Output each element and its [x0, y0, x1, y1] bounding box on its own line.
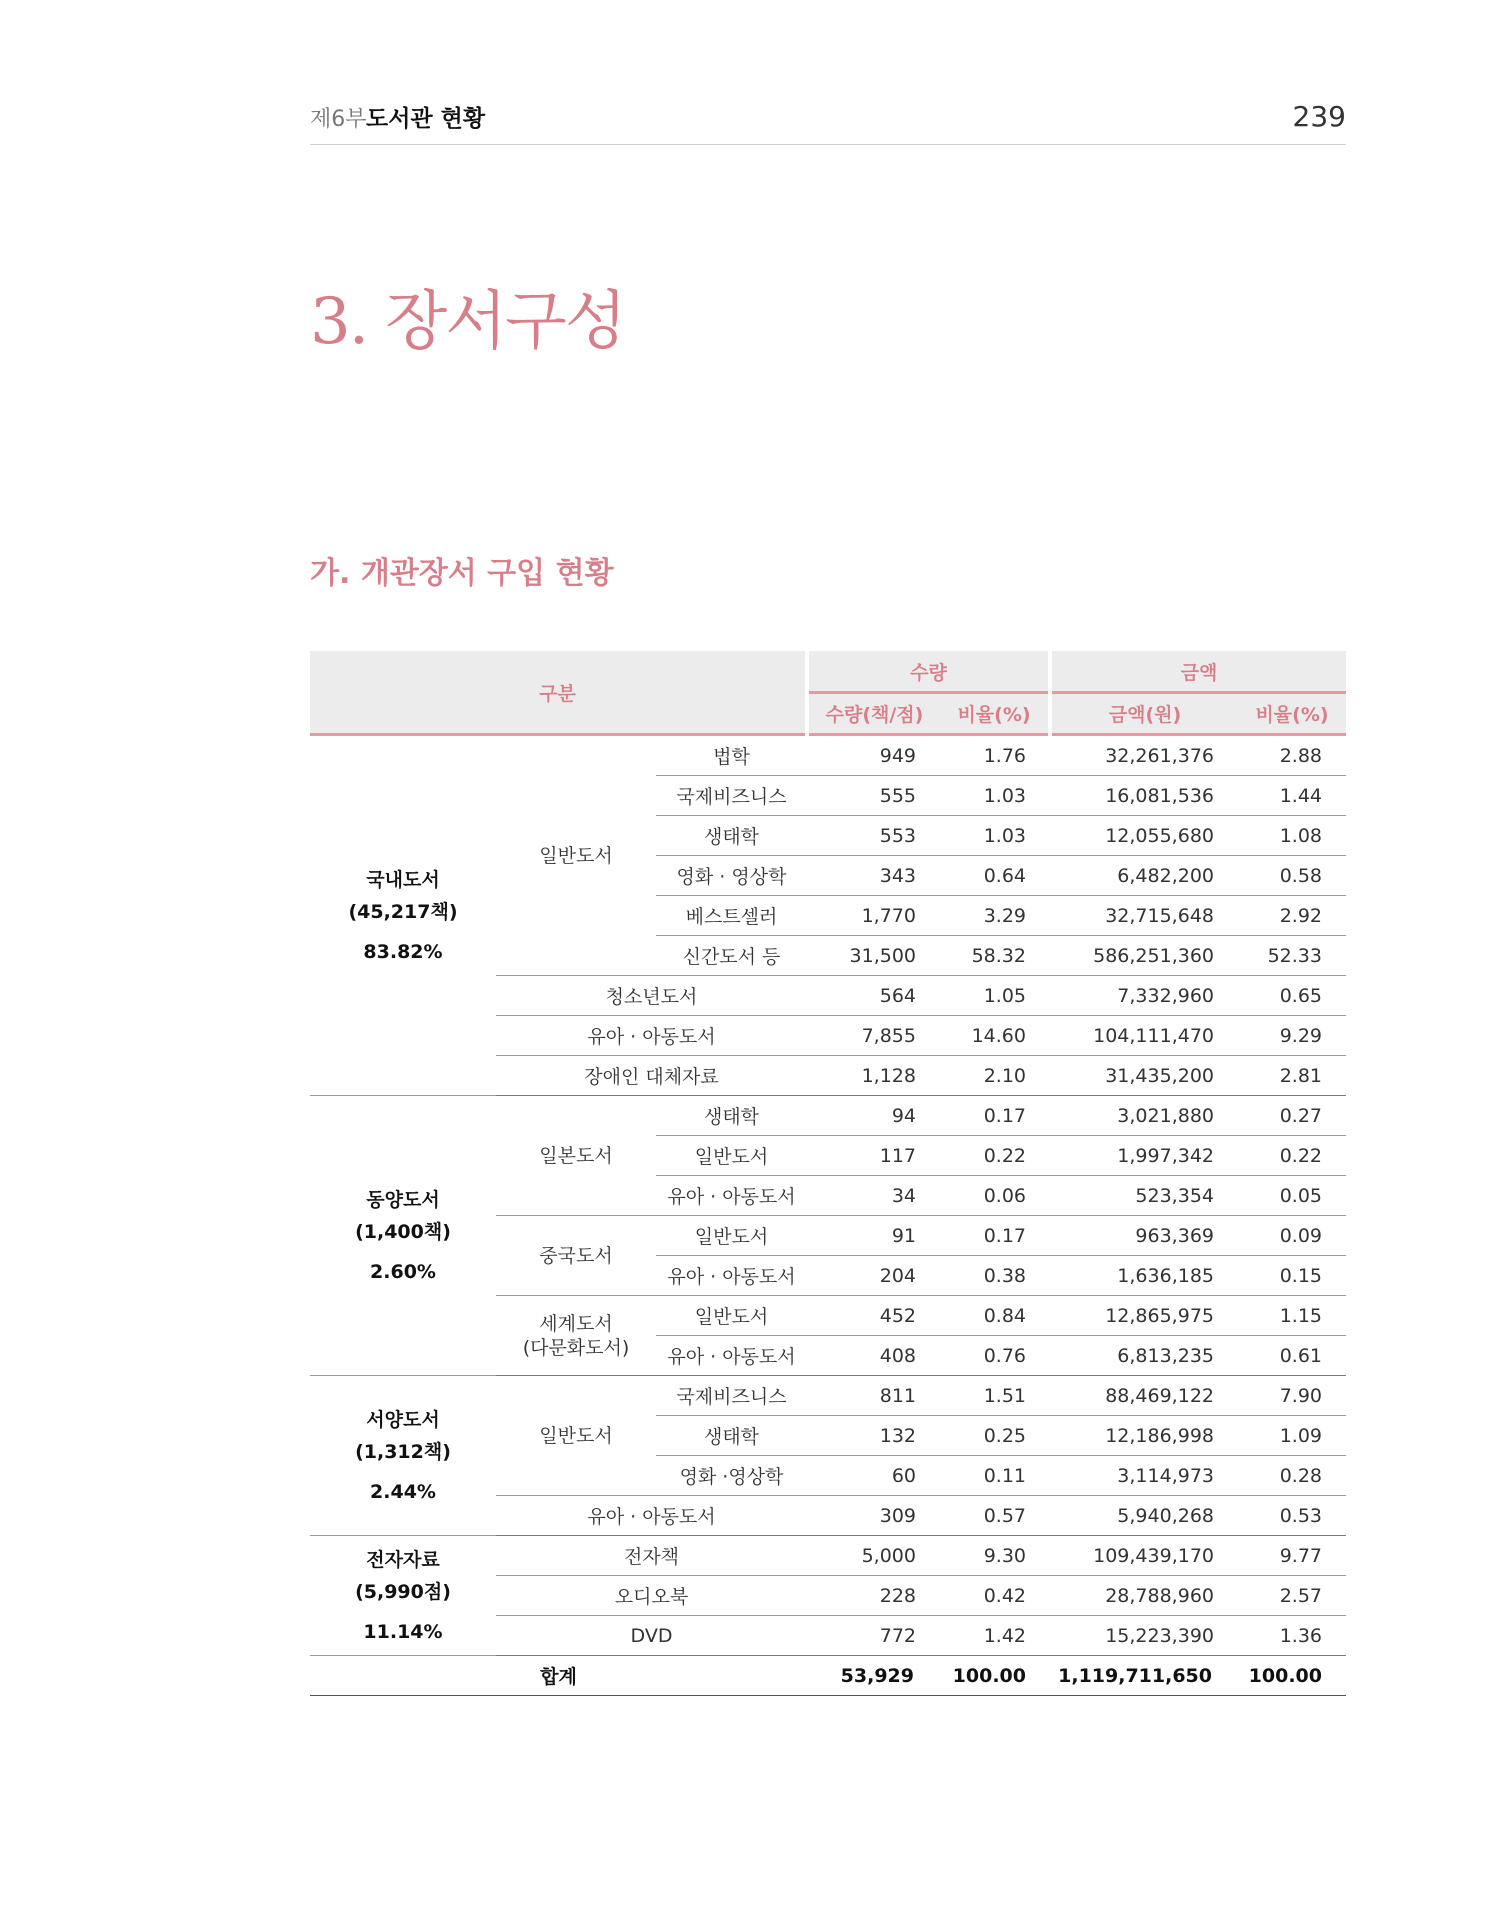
cell-amount-ratio: 0.65 — [1238, 976, 1346, 1016]
cell-qty: 132 — [807, 1416, 940, 1456]
subcategory-japanese: 일본도서 — [496, 1096, 656, 1216]
cell-amount-ratio: 1.08 — [1238, 816, 1346, 856]
row-label: 생태학 — [656, 1096, 807, 1136]
cell-qty: 1,128 — [807, 1056, 940, 1096]
row-label: 영화 ·영상학 — [656, 1456, 807, 1496]
cell-qty: 31,500 — [807, 936, 940, 976]
cell-amount-ratio: 2.88 — [1238, 735, 1346, 776]
subcategory-world: 세계도서 (다문화도서) — [496, 1296, 656, 1376]
cell-amount: 5,940,268 — [1050, 1496, 1238, 1536]
table-row — [310, 1536, 1346, 1576]
cell-qty-ratio: 1.51 — [940, 1376, 1050, 1416]
cell-amount: 109,439,170 — [1050, 1536, 1238, 1576]
cell-qty-ratio: 0.22 — [940, 1136, 1050, 1176]
cell-qty-ratio: 9.30 — [940, 1536, 1050, 1576]
cell-qty: 204 — [807, 1256, 940, 1296]
section-title: 3. 장서구성 — [310, 285, 625, 359]
cell-qty-ratio: 1.03 — [940, 776, 1050, 816]
cell-qty-ratio: 0.42 — [940, 1576, 1050, 1616]
cell-qty-ratio: 0.64 — [940, 856, 1050, 896]
row-label: 청소년도서 — [496, 976, 807, 1016]
cell-qty-ratio: 0.17 — [940, 1096, 1050, 1136]
row-label: 전자책 — [496, 1536, 807, 1576]
row-label: 신간도서 등 — [656, 936, 807, 976]
cell-qty: 564 — [807, 976, 940, 1016]
cell-qty-ratio: 0.25 — [940, 1416, 1050, 1456]
cell-amount: 88,469,122 — [1050, 1376, 1238, 1416]
cell-qty: 772 — [807, 1616, 940, 1656]
row-label: 일반도서 — [656, 1136, 807, 1176]
cell-amount-ratio: 9.77 — [1238, 1536, 1346, 1576]
row-label: 유아 · 아동도서 — [496, 1016, 807, 1056]
row-label: 일반도서 — [656, 1216, 807, 1256]
sub-title: 가. 개관장서 구입 현황 — [310, 556, 614, 591]
cell-amount: 12,055,680 — [1050, 816, 1238, 856]
cell-amount: 6,813,235 — [1050, 1336, 1238, 1376]
category-west: 서양도서 (1,312책) 2.44% — [310, 1376, 496, 1536]
cell-qty: 7,855 — [807, 1016, 940, 1056]
cell-amount: 16,081,536 — [1050, 776, 1238, 816]
total-amount: 1,119,711,650 — [1050, 1656, 1238, 1696]
cell-amount: 15,223,390 — [1050, 1616, 1238, 1656]
cell-qty-ratio: 0.57 — [940, 1496, 1050, 1536]
chapter-title: 도서관 현황 — [366, 106, 486, 132]
cell-qty-ratio: 2.10 — [940, 1056, 1050, 1096]
row-label: 영화 · 영상학 — [656, 856, 807, 896]
cell-qty-ratio: 1.42 — [940, 1616, 1050, 1656]
cell-qty-ratio: 0.17 — [940, 1216, 1050, 1256]
cell-amount-ratio: 0.61 — [1238, 1336, 1346, 1376]
cell-amount-ratio: 0.09 — [1238, 1216, 1346, 1256]
header-amount-group: 금액 — [1050, 651, 1346, 693]
cell-amount: 963,369 — [1050, 1216, 1238, 1256]
cell-amount: 3,021,880 — [1050, 1096, 1238, 1136]
row-label: 유아 · 아동도서 — [656, 1176, 807, 1216]
cell-qty-ratio: 1.05 — [940, 976, 1050, 1016]
cell-amount: 523,354 — [1050, 1176, 1238, 1216]
subcategory-general: 일반도서 — [496, 735, 656, 976]
total-row — [310, 1656, 1346, 1696]
cell-qty-ratio: 0.11 — [940, 1456, 1050, 1496]
cell-qty-ratio: 3.29 — [940, 896, 1050, 936]
cell-qty: 117 — [807, 1136, 940, 1176]
cell-amount: 3,114,973 — [1050, 1456, 1238, 1496]
cell-amount-ratio: 7.90 — [1238, 1376, 1346, 1416]
total-qty: 53,929 — [807, 1656, 940, 1696]
header-quantity-group: 수량 — [807, 651, 1050, 693]
cell-amount-ratio: 2.57 — [1238, 1576, 1346, 1616]
row-label: 유아 · 아동도서 — [656, 1256, 807, 1296]
cell-qty: 408 — [807, 1336, 940, 1376]
cell-qty: 228 — [807, 1576, 940, 1616]
cell-amount: 104,111,470 — [1050, 1016, 1238, 1056]
row-label: 유아 · 아동도서 — [656, 1336, 807, 1376]
cell-amount-ratio: 0.58 — [1238, 856, 1346, 896]
cell-qty-ratio: 14.60 — [940, 1016, 1050, 1056]
subcategory-general: 일반도서 — [496, 1376, 656, 1496]
cell-amount-ratio: 1.36 — [1238, 1616, 1346, 1656]
cell-qty-ratio: 58.32 — [940, 936, 1050, 976]
part-label: 제6부 — [310, 107, 367, 132]
cell-amount-ratio: 0.28 — [1238, 1456, 1346, 1496]
row-label: 법학 — [656, 735, 807, 776]
cell-qty-ratio: 1.76 — [940, 735, 1050, 776]
cell-qty: 60 — [807, 1456, 940, 1496]
category-domestic: 국내도서 (45,217책) 83.82% — [310, 735, 496, 1096]
cell-amount: 12,186,998 — [1050, 1416, 1238, 1456]
total-qty-ratio: 100.00 — [940, 1656, 1050, 1696]
cell-amount: 12,865,975 — [1050, 1296, 1238, 1336]
cell-qty: 343 — [807, 856, 940, 896]
header-amount: 금액(원) — [1050, 693, 1238, 735]
row-label: 유아 · 아동도서 — [496, 1496, 807, 1536]
cell-amount: 1,636,185 — [1050, 1256, 1238, 1296]
cell-qty-ratio: 0.84 — [940, 1296, 1050, 1336]
total-amount-ratio: 100.00 — [1238, 1656, 1346, 1696]
cell-amount-ratio: 1.44 — [1238, 776, 1346, 816]
row-label: 생태학 — [656, 816, 807, 856]
cell-qty-ratio: 1.03 — [940, 816, 1050, 856]
cell-amount: 586,251,360 — [1050, 936, 1238, 976]
cell-qty: 811 — [807, 1376, 940, 1416]
cell-amount-ratio: 0.27 — [1238, 1096, 1346, 1136]
cell-qty: 91 — [807, 1216, 940, 1256]
cell-amount-ratio: 0.15 — [1238, 1256, 1346, 1296]
header-amount-ratio: 비율(%) — [1238, 693, 1346, 735]
page-header — [310, 96, 1346, 145]
cell-qty: 452 — [807, 1296, 940, 1336]
total-label: 합계 — [310, 1656, 807, 1696]
cell-amount: 28,788,960 — [1050, 1576, 1238, 1616]
cell-amount: 31,435,200 — [1050, 1056, 1238, 1096]
cell-amount-ratio: 0.22 — [1238, 1136, 1346, 1176]
cell-qty: 949 — [807, 735, 940, 776]
cell-qty: 553 — [807, 816, 940, 856]
cell-amount-ratio: 1.15 — [1238, 1296, 1346, 1336]
row-label: 베스트셀러 — [656, 896, 807, 936]
header-quantity: 수량(책/점) — [807, 693, 940, 735]
row-label: 생태학 — [656, 1416, 807, 1456]
cell-amount: 32,715,648 — [1050, 896, 1238, 936]
acquisition-table — [310, 651, 1346, 1696]
row-label: 장애인 대체자료 — [496, 1056, 807, 1096]
cell-qty: 555 — [807, 776, 940, 816]
table-row — [310, 735, 1346, 776]
row-label: 오디오북 — [496, 1576, 807, 1616]
header-quantity-ratio: 비율(%) — [940, 693, 1050, 735]
subcategory-chinese: 중국도서 — [496, 1216, 656, 1296]
cell-amount: 6,482,200 — [1050, 856, 1238, 896]
cell-qty: 5,000 — [807, 1536, 940, 1576]
cell-qty: 94 — [807, 1096, 940, 1136]
cell-amount-ratio: 0.53 — [1238, 1496, 1346, 1536]
row-label: 국제비즈니스 — [656, 776, 807, 816]
cell-amount: 32,261,376 — [1050, 735, 1238, 776]
cell-qty: 34 — [807, 1176, 940, 1216]
cell-amount: 7,332,960 — [1050, 976, 1238, 1016]
cell-qty-ratio: 0.38 — [940, 1256, 1050, 1296]
cell-qty-ratio: 0.76 — [940, 1336, 1050, 1376]
row-label: 국제비즈니스 — [656, 1376, 807, 1416]
cell-amount: 1,997,342 — [1050, 1136, 1238, 1176]
table-row — [310, 1096, 1346, 1136]
cell-amount-ratio: 52.33 — [1238, 936, 1346, 976]
cell-qty: 1,770 — [807, 896, 940, 936]
cell-qty-ratio: 0.06 — [940, 1176, 1050, 1216]
header-category: 구분 — [310, 651, 807, 735]
cell-amount-ratio: 2.81 — [1238, 1056, 1346, 1096]
cell-amount-ratio: 9.29 — [1238, 1016, 1346, 1056]
cell-amount-ratio: 1.09 — [1238, 1416, 1346, 1456]
page-number: 239 — [1292, 100, 1346, 133]
cell-qty: 309 — [807, 1496, 940, 1536]
cell-amount-ratio: 2.92 — [1238, 896, 1346, 936]
row-label: 일반도서 — [656, 1296, 807, 1336]
category-east: 동양도서 (1,400책) 2.60% — [310, 1096, 496, 1376]
category-digital: 전자자료 (5,990점) 11.14% — [310, 1536, 496, 1656]
table-row — [310, 1376, 1346, 1416]
cell-amount-ratio: 0.05 — [1238, 1176, 1346, 1216]
row-label: DVD — [496, 1616, 807, 1656]
